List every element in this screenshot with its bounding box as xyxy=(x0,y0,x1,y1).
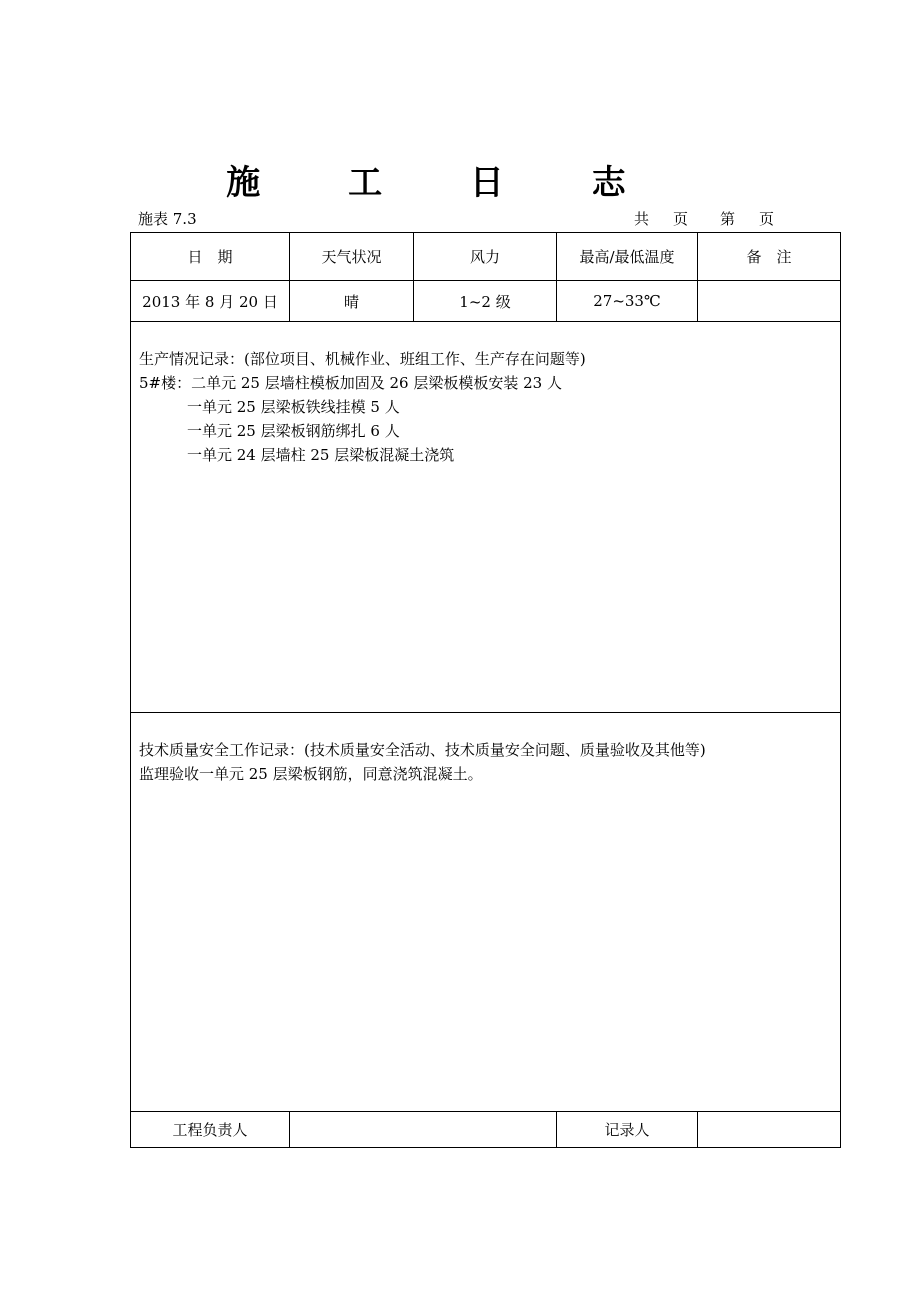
signature-row xyxy=(131,1112,841,1148)
technical-cell xyxy=(131,713,841,1112)
page-current-unit: 页 xyxy=(759,210,775,228)
header-wind: 风力 xyxy=(414,233,557,281)
page-current-label: 第 xyxy=(720,210,736,228)
production-row xyxy=(131,322,841,713)
project-manager-field[interactable] xyxy=(290,1112,557,1148)
production-heading: 生产情况记录：(部位项目、机械作业、班组工作、生产存在问题等) xyxy=(139,350,586,368)
value-remarks xyxy=(698,281,841,322)
header-date: 日 期 xyxy=(131,233,290,281)
technical-heading: 技术质量安全工作记录：(技术质量安全活动、技术质量安全问题、质量验收及其他等) xyxy=(139,741,706,759)
value-row xyxy=(131,281,841,322)
header-row xyxy=(131,233,841,281)
recorder-label: 记录人 xyxy=(557,1112,698,1148)
project-manager-label: 工程负责人 xyxy=(131,1112,290,1148)
value-temperature: 27~33℃ xyxy=(557,281,698,322)
page-total-unit: 页 xyxy=(673,210,689,228)
technical-row xyxy=(131,713,841,1112)
recorder-field[interactable] xyxy=(698,1112,841,1148)
page-total-label: 共 xyxy=(634,210,650,228)
production-record xyxy=(131,322,840,467)
production-cell xyxy=(131,322,841,713)
page-count xyxy=(634,208,774,230)
technical-line: 监理验收一单元 25 层梁板钢筋，同意浇筑混凝土。 xyxy=(139,765,483,783)
production-line: 一单元 25 层梁板钢筋绑扎 6 人 xyxy=(187,422,400,440)
technical-record xyxy=(131,713,840,786)
header-weather: 天气状况 xyxy=(290,233,414,281)
value-weather: 晴 xyxy=(290,281,414,322)
construction-log-table xyxy=(130,232,841,1148)
value-wind: 1~2 级 xyxy=(414,281,557,322)
document-title: 施 工 日 志 xyxy=(226,163,664,203)
production-line: 一单元 24 层墙柱 25 层梁板混凝土浇筑 xyxy=(187,446,455,464)
value-date: 2013 年 8 月 20 日 xyxy=(131,281,290,322)
form-code: 施表 7.3 xyxy=(138,210,197,228)
production-line: 一单元 25 层梁板铁线挂模 5 人 xyxy=(187,398,400,416)
header-remarks: 备 注 xyxy=(698,233,841,281)
production-line: 5#楼：二单元 25 层墙柱模板加固及 26 层梁板模板安装 23 人 xyxy=(139,374,562,392)
header-temperature: 最高/最低温度 xyxy=(557,233,698,281)
